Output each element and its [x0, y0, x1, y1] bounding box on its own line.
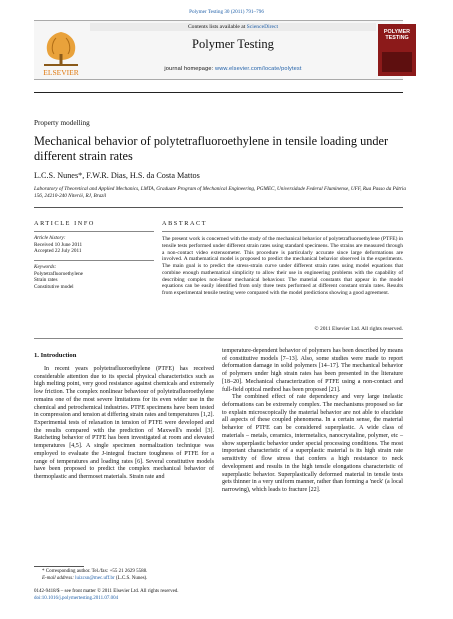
- article-info-heading: ARTICLE INFO: [34, 220, 95, 227]
- abstract-divider: [34, 338, 403, 339]
- accepted-date: Accepted 22 July 2011: [34, 248, 82, 255]
- body-paragraph: In recent years polytetrafluoroethylene (PTFE) has received considerable attention due to its special physical characteristics such as high melting point, very good resistance against chemicals and extremely low friction. The complex nonlinear behaviour of polytetrafluoroethylene remains one of the most severe limitations for its even wider use in the chemical and petrochemical industries. PTFE specimens have been tested in compression and tension at differing strain rates and temperatures [1,2]. Experimental tests of relaxation in tension of PTFE were developed and the results compared with the prediction of Maxwell's model [3]. Ratcheting behavior of PTFE has been investigated at room and elevated temperatures [4,5]. A single specimen normalization technique was employed to evaluate the J-integral fracture toughness of PTFE for a range of temperatures and loading rates [6]. Several constitutive models have been proposed to predict the complex mechanical behavior of thermoplastic and thermoset materials. Strain rate and: [34, 366, 214, 481]
- issn-block: [34, 589, 294, 602]
- elsevier-tree-logo: [34, 24, 88, 78]
- email-label: E-mail address:: [42, 575, 76, 581]
- abstract-copyright: © 2011 Elsevier Ltd. All rights reserved.: [314, 326, 403, 332]
- keyword-item: Constitutive model: [34, 283, 74, 290]
- abstract-heading: ABSTRACT: [162, 220, 208, 227]
- header-divider: [34, 92, 403, 93]
- issn-line: 0142-9418/$ – see front matter © 2011 Elsevier Ltd. All rights reserved.: [34, 589, 179, 594]
- elsevier-wordmark: ELSEVIER: [43, 68, 79, 77]
- body-column-right: [222, 348, 403, 495]
- homepage-link[interactable]: www.elsevier.com/locate/polytest: [215, 66, 302, 72]
- author-affiliation: Laboratory of Theoretical and Applied Mechanics, LMTA, Graduate Program of Mechanical Engineering, PGMEC, Universidade Federal Fluminense, UFF, Rua Passo da Pátria 156, 24210-240 Niterói, RJ, Brazil: [34, 186, 406, 199]
- body-paragraph: temperature-dependent behavior of polymers has been described by means of constitutive models [7–13]. Also, some studies were made to report deformation damage in solid polymers [14–17]. The mechanical behavior of polymers under high strain rates has been presented in the literature [18–20]. Mechanical characterization of PTFE using a non-contact and full-field optical method has been proposed [21].: [222, 348, 403, 393]
- footnotes: [34, 569, 234, 582]
- doi-link[interactable]: doi:10.1016/j.polymertesting.2011.07.004: [34, 595, 119, 601]
- email-line: [34, 576, 234, 583]
- article-authors: L.C.S. Nunes*, F.W.R. Dias, H.S. da Costa Mattos: [34, 171, 200, 180]
- cover-graphic: [382, 52, 412, 72]
- email-link[interactable]: luizcsn@mec.uff.br: [75, 575, 115, 581]
- title-divider: [34, 207, 403, 208]
- journal-cover-thumbnail: [378, 24, 416, 76]
- contents-prefix: Contents lists available at: [187, 24, 247, 30]
- keywords-rule: [34, 260, 154, 261]
- email-suffix: (L.C.S. Nunes).: [114, 575, 148, 581]
- article-section-label: Property modelling: [34, 119, 90, 127]
- keyword-item: Strain rates: [34, 277, 58, 284]
- abstract-rule: [162, 231, 403, 232]
- homepage-prefix: journal homepage:: [164, 66, 215, 72]
- journal-citation[interactable]: Polymer Testing 30 (2011) 791–796: [189, 9, 264, 15]
- keywords-label: Keywords:: [34, 264, 57, 270]
- keywords-block: [34, 264, 154, 290]
- introduction-heading: 1. Introduction: [34, 352, 77, 359]
- journal-homepage: [90, 66, 376, 72]
- article-info-rule: [34, 231, 154, 232]
- abstract-text: The present work is concerned with the study of the mechanical behavior of polytetrafluoroethylene (PTFE) in tensile tests performed under different strain rates using standard specimens. The strains are measured through a non-contact video extensometer. This procedure is particularly accurate since large deformations are involved. A mathematical model is proposed to predict the mechanical behavior observed in the experiments. The main goal is to predict the stress-strain curve under different strain rates using model equations that combine enough mathematical simplicity to allow their use in engineering problems with the capability of describing complex non-linear mechanical behaviour. The material constants that appear in the model equations can be easily identified from only three tests performed at different constant strain rates. Results from experimental tensile testing were compared with the model predictions showing a good agreement.: [162, 236, 403, 296]
- article-history: [34, 235, 154, 255]
- footnote-rule: [34, 566, 84, 567]
- received-date: Received 10 June 2011: [34, 241, 83, 248]
- history-label: Article history:: [34, 235, 66, 241]
- body-paragraph: The combined effect of rate dependency and very large inelastic deformations can be extremely complex. The mechanisms proposed so far to explain microscopically the material behavior are not able to elucidate all aspects of these coupled phenomena. In a certain sense, the material behavior of PTFE can be considered superplastic. A wide class of materials – metals, ceramics, intermetalics, nanocrystaline, polymer, etc – show superplastic behavior under special processing conditions. The most important characteristic of a superplastic material is its high strain rate sensitivity of flow stress that confers a high resistance to neck development and results in the high tensile elongations characteristic of superplastic behavior. Superplastically deformed material in tensile tests gets thinner in a very uniform manner, rather than forming a 'neck' (a local narrowing), which leads to fracture [22].: [222, 394, 403, 493]
- cover-title: POLYMER TESTING: [383, 29, 411, 41]
- journal-title: Polymer Testing: [192, 37, 274, 51]
- body-column-left: [34, 366, 214, 482]
- corresponding-author-note: * Corresponding author. Tel./fax: +55 21 2629 5588.: [42, 569, 148, 574]
- article-title: Mechanical behavior of polytetrafluoroethylene in tensile loading under different strain rates: [34, 134, 389, 163]
- keyword-item: Polytetrafluoroethylene: [34, 270, 83, 277]
- contents-line: [90, 23, 376, 31]
- sciencedirect-link[interactable]: ScienceDirect: [246, 24, 279, 30]
